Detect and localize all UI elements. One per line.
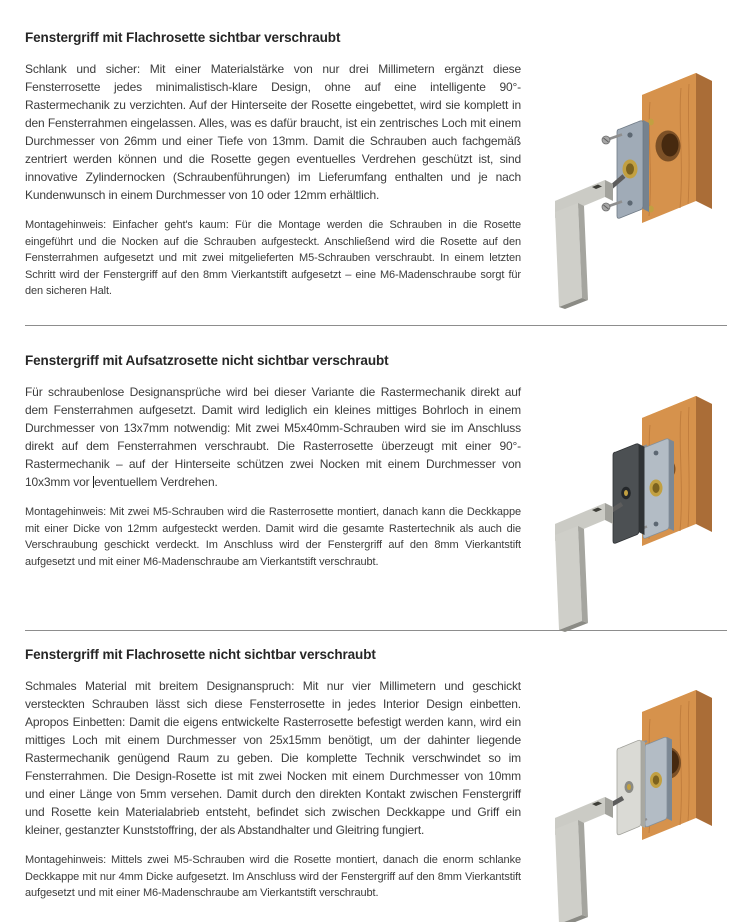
montagehinweis-text: Montagehinweis: Einfacher geht's kaum: Für die Montage werden die Schrauben in die Rosette eingeführt und die Nocken auf die Schrauben aufgesteckt. Anschließend wird die Rosette auf den Fensterrahmen aufgesetzt und mit zwei mitgelieferten M5-Schrauben verschraubt. In einem letzten Schritt wird der Fenstergriff auf den 8mm Vierkantstift aufgesetzt – eine M6-Madenschraube sorgt für den sicheren Halt. <box>25 219 521 297</box>
screw-hole <box>627 132 632 137</box>
cover-cap-slim <box>617 740 645 835</box>
window-frame-wood <box>642 73 712 223</box>
screw-hole <box>654 451 659 456</box>
raster-rosette <box>643 439 674 539</box>
section-flachrosette-nicht-sichtbar <box>25 631 727 922</box>
section-aufsatzrosette <box>25 326 727 630</box>
cover-cap-dark <box>613 444 645 544</box>
handle-grip <box>555 820 582 922</box>
illustration-column <box>521 383 727 637</box>
text-column <box>25 60 521 325</box>
screw-hole <box>627 200 632 205</box>
section-body-text: Schlank und sicher: Mit einer Materialstärke von nur drei Millimetern ergänzt diese Fensterrosette jedes minimalistisch-klare Design, ohne auf eine intelligente 90°-Rastermechanik zu verzichten. Auf der Hinterseite der Rosette eingebettet, wird sie komplett in den Fensterrahmen eingelassen. Alles, was es dafür braucht, ist ein zentrisches Loch mit einem Durchmesser von 26mm und einer Tiefe von 13mm. Damit die Schrauben auch fachgemäß zentriert werden können und die Rosette gegen eventuelles Verdrehen geschützt ist, sind innovative Zylindernocken (Schraubenführungen) im Lieferumfang enthalten und je nach Kundenwunsch in einem Durchmesser von 10 oder 12mm erhältlich. <box>25 62 521 202</box>
handle-grip <box>555 203 582 307</box>
illustration-column <box>521 60 727 325</box>
illustration-aufsatzrosette <box>521 385 727 637</box>
body-text-part: eventuellem Verdrehen. <box>94 475 218 489</box>
window-handle <box>555 797 613 922</box>
text-column <box>25 677 521 922</box>
montagehinweis-text: Montagehinweis: Mit zwei M5-Schrauben wird die Rasterrosette montiert, danach kann die Deckkappe mit einer Dicke von 12mm aufgesteckt werden. Damit wird die gesamte Rastertechnik als auch die Verschraubung geschickt verdeckt. Im Anschluss wird der Fenstergriff auf den 8mm Vierkantstift aufgesetzt und mit einer M6-Madenschraube am Vierkantstift verschraubt. <box>25 506 521 568</box>
raster-rosette <box>645 737 672 827</box>
handle-grip <box>555 526 582 630</box>
body-text-part: Für schraubenlose Designansprüche wird bei dieser Variante die Rastermechanik direkt auf dem Fensterrahmen aufgesetzt. Damit wird lediglich ein kleines mittiges Bohrloch in einem Durchmesser von 13x7mm notwendig: Mit zwei M5x40mm-Schrauben wird sie im Anschluss direkt auf dem Fensterrahmen verschraubt. Die Rasterrosette überzeugt mit einer 90°-Rastermechanik – auf der Hinterseite schützen zwei Nocken mit einem Durchmesser von 10x3mm vor <box>25 385 521 489</box>
montagehinweis-text: Montagehinweis: Mittels zwei M5-Schrauben wird die Rosette montiert, danach die enorm schlanke Deckkappe mit nur 4mm Dicke aufgesetzt. Im Anschluss wird der Fenstergriff auf den 8mm Vierkantstift aufgesetzt und mit einer M6-Madenschraube am Vierkantstift verschraubt. <box>25 854 521 899</box>
window-handle <box>555 503 613 632</box>
section-body-text <box>25 383 521 491</box>
window-handle <box>555 180 613 309</box>
section-body-text: Schmales Material mit breitem Designanspruch: Mit nur vier Millimetern und geschickt versteckten Schrauben lässt sich diese Fensterrosette in jedes Interior Design einbetten. Apropos Einbetten: Damit die eigens entwickelte Rasterrosette befestigt werden kann, wird ein mittiges Loch mit einem Durchmesser von 25x15mm benötigt, um der dahinter liegende Rastermechanik genügend Raum zu geben. Die komplette Technik verschwindet so im Fensterrahmen. Die Design-Rosette ist mit zwei Nocken mit einem Durchmesser von 10mm und einer Länge von 5mm versehen. Damit durch den direkten Kontakt zwischen Fenstergriff und Rosette kein Materialabrieb entsteht, befindet sich zwischen Deckkappe und Griff ein kleiner, gestanzter Kunststoffring, der als Abstandhalter und Gleitring fungiert. <box>25 679 521 837</box>
section-heading: Fenstergriff mit Flachrosette sichtbar verschraubt <box>25 30 341 45</box>
illustration-flachrosette-sichtbar <box>521 62 727 314</box>
section-flachrosette-sichtbar <box>25 30 727 325</box>
illustration-flachrosette-nicht-sichtbar <box>521 679 727 922</box>
section-heading: Fenstergriff mit Aufsatzrosette nicht sichtbar verschraubt <box>25 353 389 368</box>
screw-hole <box>654 522 659 527</box>
illustration-column <box>521 677 727 922</box>
text-column <box>25 383 521 637</box>
section-heading: Fenstergriff mit Flachrosette nicht sichtbar verschraubt <box>25 647 376 662</box>
